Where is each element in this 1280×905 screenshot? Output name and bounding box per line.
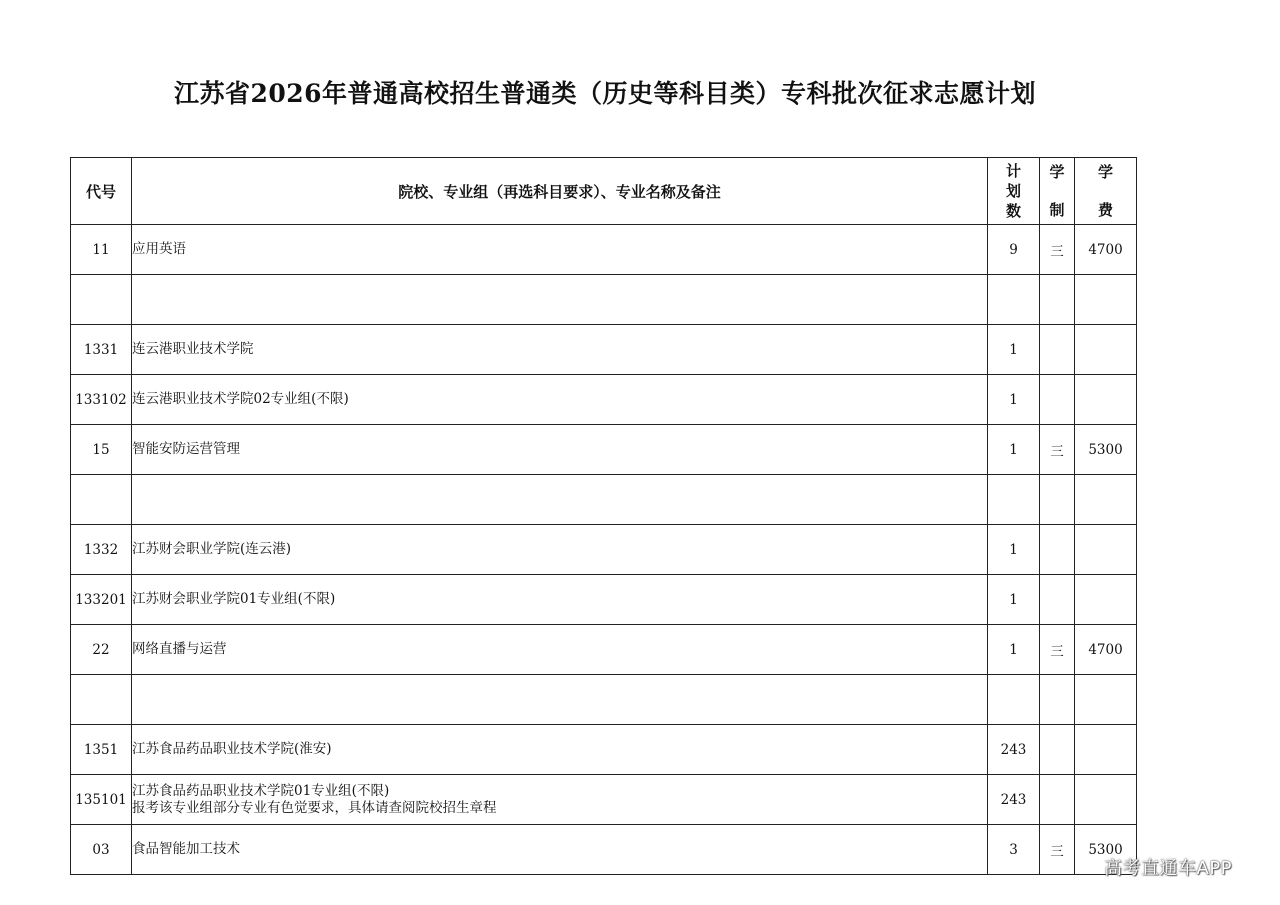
cell-name xyxy=(132,325,988,375)
cell-code: 22 xyxy=(71,625,132,675)
cell-fee xyxy=(1075,725,1137,775)
table-row xyxy=(71,375,1137,425)
cell-name xyxy=(132,575,988,625)
cell-name xyxy=(132,375,988,425)
cell-name-text: 智能安防运营管理 xyxy=(132,441,240,457)
cell-name xyxy=(132,725,988,775)
header-years xyxy=(1040,158,1075,225)
cell-years xyxy=(1040,325,1075,375)
table-row xyxy=(71,675,1137,725)
cell-years: 三 xyxy=(1040,225,1075,275)
cell-code xyxy=(71,275,132,325)
cell-name-text: 江苏食品药品职业技术学院(淮安) xyxy=(132,741,332,757)
cell-years: 三 xyxy=(1040,425,1075,475)
cell-name-text: 连云港职业技术学院 xyxy=(132,341,254,357)
cell-name xyxy=(132,775,988,825)
cell-fee xyxy=(1075,475,1137,525)
cell-code: 1351 xyxy=(71,725,132,775)
cell-years xyxy=(1040,575,1075,625)
cell-years: 三 xyxy=(1040,825,1075,875)
cell-plan: 1 xyxy=(988,325,1040,375)
table-row xyxy=(71,475,1137,525)
cell-plan xyxy=(988,275,1040,325)
cell-fee: 4700 xyxy=(1075,225,1137,275)
cell-years xyxy=(1040,775,1075,825)
cell-plan xyxy=(988,475,1040,525)
header-plan-char: 划 xyxy=(1005,182,1021,200)
cell-name-text: 应用英语 xyxy=(132,241,186,257)
table-row xyxy=(71,775,1137,825)
cell-code: 11 xyxy=(71,225,132,275)
table-row xyxy=(71,575,1137,625)
cell-code: 135101 xyxy=(71,775,132,825)
cell-code xyxy=(71,475,132,525)
cell-years: 三 xyxy=(1040,625,1075,675)
cell-fee xyxy=(1075,275,1137,325)
header-name: 院校、专业组（再选科目要求）、专业名称及备注 xyxy=(132,158,988,225)
cell-fee xyxy=(1075,375,1137,425)
header-fee-char: 学 xyxy=(1097,163,1113,181)
cell-code: 15 xyxy=(71,425,132,475)
cell-plan: 243 xyxy=(988,775,1040,825)
page-title: 江苏省2026年普通高校招生普通类（历史等科目类）专科批次征求志愿计划 xyxy=(173,79,1037,108)
cell-name xyxy=(132,625,988,675)
header-plan-char: 数 xyxy=(1005,202,1021,220)
cell-plan xyxy=(988,675,1040,725)
cell-plan: 1 xyxy=(988,375,1040,425)
cell-fee xyxy=(1075,575,1137,625)
cell-years xyxy=(1040,525,1075,575)
cell-fee: 5300 xyxy=(1075,425,1137,475)
cell-plan: 1 xyxy=(988,625,1040,675)
cell-fee xyxy=(1075,675,1137,725)
cell-years xyxy=(1040,275,1075,325)
cell-plan: 243 xyxy=(988,725,1040,775)
cell-name xyxy=(132,825,988,875)
cell-plan: 1 xyxy=(988,425,1040,475)
table-row xyxy=(71,325,1137,375)
cell-fee: 4700 xyxy=(1075,625,1137,675)
cell-name-text: 江苏财会职业学院(连云港) xyxy=(132,541,292,557)
table-row xyxy=(71,825,1137,875)
cell-plan: 1 xyxy=(988,525,1040,575)
table-row xyxy=(71,225,1137,275)
cell-fee xyxy=(1075,525,1137,575)
header-fee xyxy=(1075,158,1137,225)
cell-fee xyxy=(1075,775,1137,825)
cell-name xyxy=(132,475,988,525)
header-plan-char: 计 xyxy=(1005,162,1021,180)
table-row xyxy=(71,625,1137,675)
cell-note-text: 报考该专业组部分专业有色觉要求，具体请查阅院校招生章程 xyxy=(132,799,497,816)
cell-name xyxy=(132,525,988,575)
cell-name-text: 连云港职业技术学院02专业组(不限) xyxy=(132,391,349,407)
cell-name-text: 江苏食品药品职业技术学院01专业组(不限) xyxy=(132,782,390,799)
cell-years xyxy=(1040,675,1075,725)
cell-years xyxy=(1040,475,1075,525)
cell-plan: 1 xyxy=(988,575,1040,625)
cell-name-text: 食品智能加工技术 xyxy=(132,841,240,857)
table-row xyxy=(71,275,1137,325)
cell-code: 133201 xyxy=(71,575,132,625)
cell-code: 03 xyxy=(71,825,132,875)
cell-name xyxy=(132,225,988,275)
enrollment-plan-table xyxy=(70,157,1137,875)
header-code: 代号 xyxy=(71,158,132,225)
cell-plan: 3 xyxy=(988,825,1040,875)
header-years-char: 制 xyxy=(1049,201,1065,219)
watermark: 高考直通车APP xyxy=(1104,858,1233,879)
cell-code: 1332 xyxy=(71,525,132,575)
cell-fee: 5300 xyxy=(1075,825,1137,875)
table-row xyxy=(71,725,1137,775)
cell-plan: 9 xyxy=(988,225,1040,275)
cell-name xyxy=(132,425,988,475)
cell-name-text: 网络直播与运营 xyxy=(132,641,227,657)
table-row xyxy=(71,425,1137,475)
cell-name xyxy=(132,675,988,725)
cell-code xyxy=(71,675,132,725)
cell-years xyxy=(1040,375,1075,425)
header-years-char: 学 xyxy=(1049,163,1065,181)
table-header-row xyxy=(71,158,1137,225)
cell-name-text: 江苏财会职业学院01专业组(不限) xyxy=(132,591,336,607)
header-fee-char: 费 xyxy=(1097,201,1113,219)
cell-code: 1331 xyxy=(71,325,132,375)
header-plan xyxy=(988,158,1040,225)
cell-code: 133102 xyxy=(71,375,132,425)
cell-years xyxy=(1040,725,1075,775)
cell-name xyxy=(132,275,988,325)
table-row xyxy=(71,525,1137,575)
cell-fee xyxy=(1075,325,1137,375)
